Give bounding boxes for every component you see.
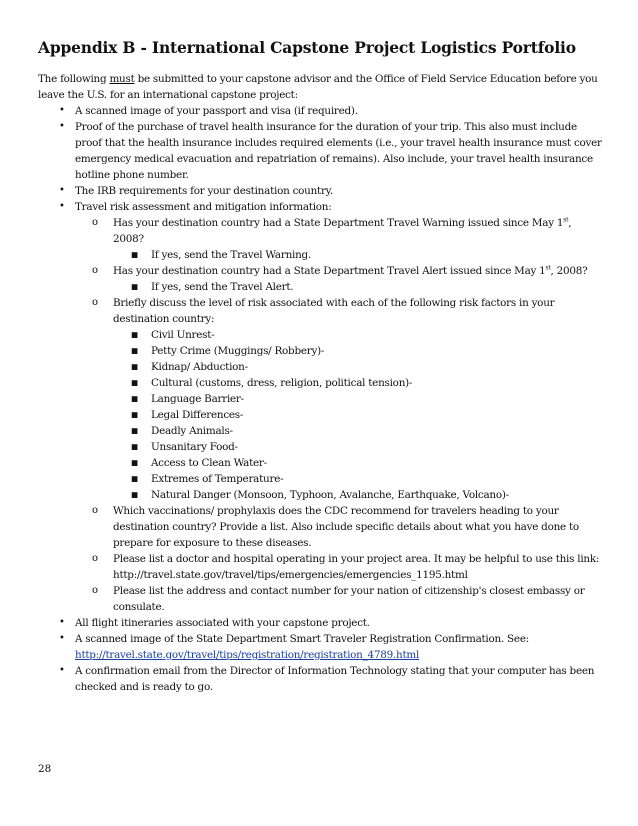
item-text: Access to Clean Water- — [151, 457, 267, 469]
circle-bullet-icon: o — [92, 297, 98, 308]
circle-bullet-icon: o — [92, 217, 98, 228]
smart-traveler-link[interactable]: http://travel.state.gov/travel/tips/registration/registration_4789.html — [75, 649, 420, 661]
circle-bullet-icon: o — [92, 553, 98, 564]
square-bullet-icon: ■ — [131, 426, 138, 435]
item-text: Natural Danger (Monsoon, Typhoon, Avalanche, Earthquake, Volcano)- — [151, 489, 509, 501]
risk-factor-item — [38, 327, 603, 343]
risk-factor-item — [38, 439, 603, 455]
page-number: 28 — [38, 763, 52, 775]
list-item-passport — [38, 103, 603, 119]
sub-sub-item — [38, 247, 603, 263]
sub-item-doctor — [38, 551, 603, 583]
bullet-icon: • — [59, 201, 65, 212]
square-bullet-icon: ■ — [131, 474, 138, 483]
item-text: , 2008? — [550, 265, 588, 277]
requirements-list — [38, 103, 603, 695]
sub-item-risk-factors — [38, 295, 603, 503]
list-item-it-email — [38, 663, 603, 695]
sub-sub-item — [38, 279, 603, 295]
item-text: Deadly Animals- — [151, 425, 233, 437]
sub-item-alert — [38, 263, 603, 295]
risk-factor-item — [38, 343, 603, 359]
circle-bullet-icon: o — [92, 265, 98, 276]
item-text: Unsanitary Food- — [151, 441, 238, 453]
bullet-icon: • — [59, 105, 65, 116]
item-text: A scanned image of your passport and visa (if required). — [75, 105, 358, 117]
item-text: Has your destination country had a State Department Travel Warning issued since May 1 — [113, 217, 564, 229]
page-title: Appendix B - International Capstone Project Logistics Portfolio — [38, 38, 576, 57]
bullet-icon: • — [59, 633, 65, 644]
risk-factor-item — [38, 407, 603, 423]
square-bullet-icon: ■ — [131, 410, 138, 419]
ordinal-suffix: st — [563, 216, 569, 224]
risk-factors-list — [113, 327, 603, 503]
risk-factor-item — [38, 391, 603, 407]
square-bullet-icon: ■ — [131, 442, 138, 451]
item-text: Extremes of Temperature- — [151, 473, 284, 485]
intro-emphasis: must — [109, 73, 135, 85]
item-text: , 2008? — [113, 217, 572, 245]
sub-item-vaccinations — [38, 503, 603, 551]
item-text: If yes, send the Travel Warning. — [151, 249, 311, 261]
item-text: Please list a doctor and hospital operating in your project area. It may be helpful to use this link: http://travel.state.gov/travel/tips/emergencies/emergencies_1195.html — [113, 553, 600, 581]
sub-item-embassy — [38, 583, 603, 615]
risk-factor-item — [38, 471, 603, 487]
square-bullet-icon: ■ — [131, 490, 138, 499]
risk-factor-item — [38, 375, 603, 391]
warning-sublist — [113, 247, 603, 263]
risk-sublist — [75, 215, 603, 615]
circle-bullet-icon: o — [92, 585, 98, 596]
intro-text-1: The following — [38, 73, 110, 85]
list-item-itineraries — [38, 615, 603, 631]
item-text: Kidnap/ Abduction- — [151, 361, 248, 373]
square-bullet-icon: ■ — [131, 458, 138, 467]
item-text: Cultural (customs, dress, religion, political tension)- — [151, 377, 413, 389]
intro-paragraph — [38, 71, 603, 103]
circle-bullet-icon: o — [92, 505, 98, 516]
item-text: Briefly discuss the level of risk associated with each of the following risk factors in your destination country: — [113, 297, 555, 325]
item-text: A scanned image of the State Department Smart Traveler Registration Confirmation. See: — [75, 633, 529, 645]
item-text: A confirmation email from the Director of Information Technology stating that your computer has been checked and is ready to go. — [75, 665, 595, 693]
list-item-irb — [38, 183, 603, 199]
bullet-icon: • — [59, 665, 65, 676]
list-item-risk — [38, 199, 603, 615]
item-text: Language Barrier- — [151, 393, 244, 405]
item-text: Has your destination country had a State Department Travel Alert issued since May 1 — [113, 265, 546, 277]
square-bullet-icon: ■ — [131, 250, 138, 259]
risk-factor-item — [38, 487, 603, 503]
bullet-icon: • — [59, 617, 65, 628]
item-text: The IRB requirements for your destination country. — [75, 185, 333, 197]
alert-sublist — [113, 279, 603, 295]
list-item-insurance — [38, 119, 603, 183]
risk-factor-item — [38, 359, 603, 375]
item-text: Civil Unrest- — [151, 329, 215, 341]
square-bullet-icon: ■ — [131, 362, 138, 371]
item-text: Petty Crime (Muggings/ Robbery)- — [151, 345, 325, 357]
sub-item-warning — [38, 215, 603, 263]
item-text: Which vaccinations/ prophylaxis does the CDC recommend for travelers heading to your destination country? Provide a list. Also include specific details about what you have done to prepare for exposure to these diseases. — [113, 505, 579, 549]
risk-factor-item — [38, 423, 603, 439]
intro-text-2: be submitted to your capstone advisor and the Office of Field Service Education before you leave the U.S. for an international capstone project: — [38, 73, 598, 101]
item-text: If yes, send the Travel Alert. — [151, 281, 294, 293]
square-bullet-icon: ■ — [131, 378, 138, 387]
document-page — [38, 38, 603, 695]
item-text: Proof of the purchase of travel health insurance for the duration of your trip. This also must include proof that the health insurance includes required elements (i.e., your travel health insurance must cover emergency medical evacuation and repatriation of remains). Also include, your travel health insurance hotline phone number. — [75, 121, 602, 181]
item-text: All flight itineraries associated with your capstone project. — [75, 617, 370, 629]
square-bullet-icon: ■ — [131, 346, 138, 355]
item-text: Legal Differences- — [151, 409, 244, 421]
bullet-icon: • — [59, 185, 65, 196]
square-bullet-icon: ■ — [131, 282, 138, 291]
list-item-smart-traveler — [38, 631, 603, 663]
bullet-icon: • — [59, 121, 65, 132]
risk-factor-item — [38, 455, 603, 471]
ordinal-suffix: st — [545, 264, 551, 272]
square-bullet-icon: ■ — [131, 394, 138, 403]
square-bullet-icon: ■ — [131, 330, 138, 339]
item-text: Travel risk assessment and mitigation information: — [75, 201, 332, 213]
item-text: Please list the address and contact number for your nation of citizenship's closest embassy or consulate. — [113, 585, 585, 613]
